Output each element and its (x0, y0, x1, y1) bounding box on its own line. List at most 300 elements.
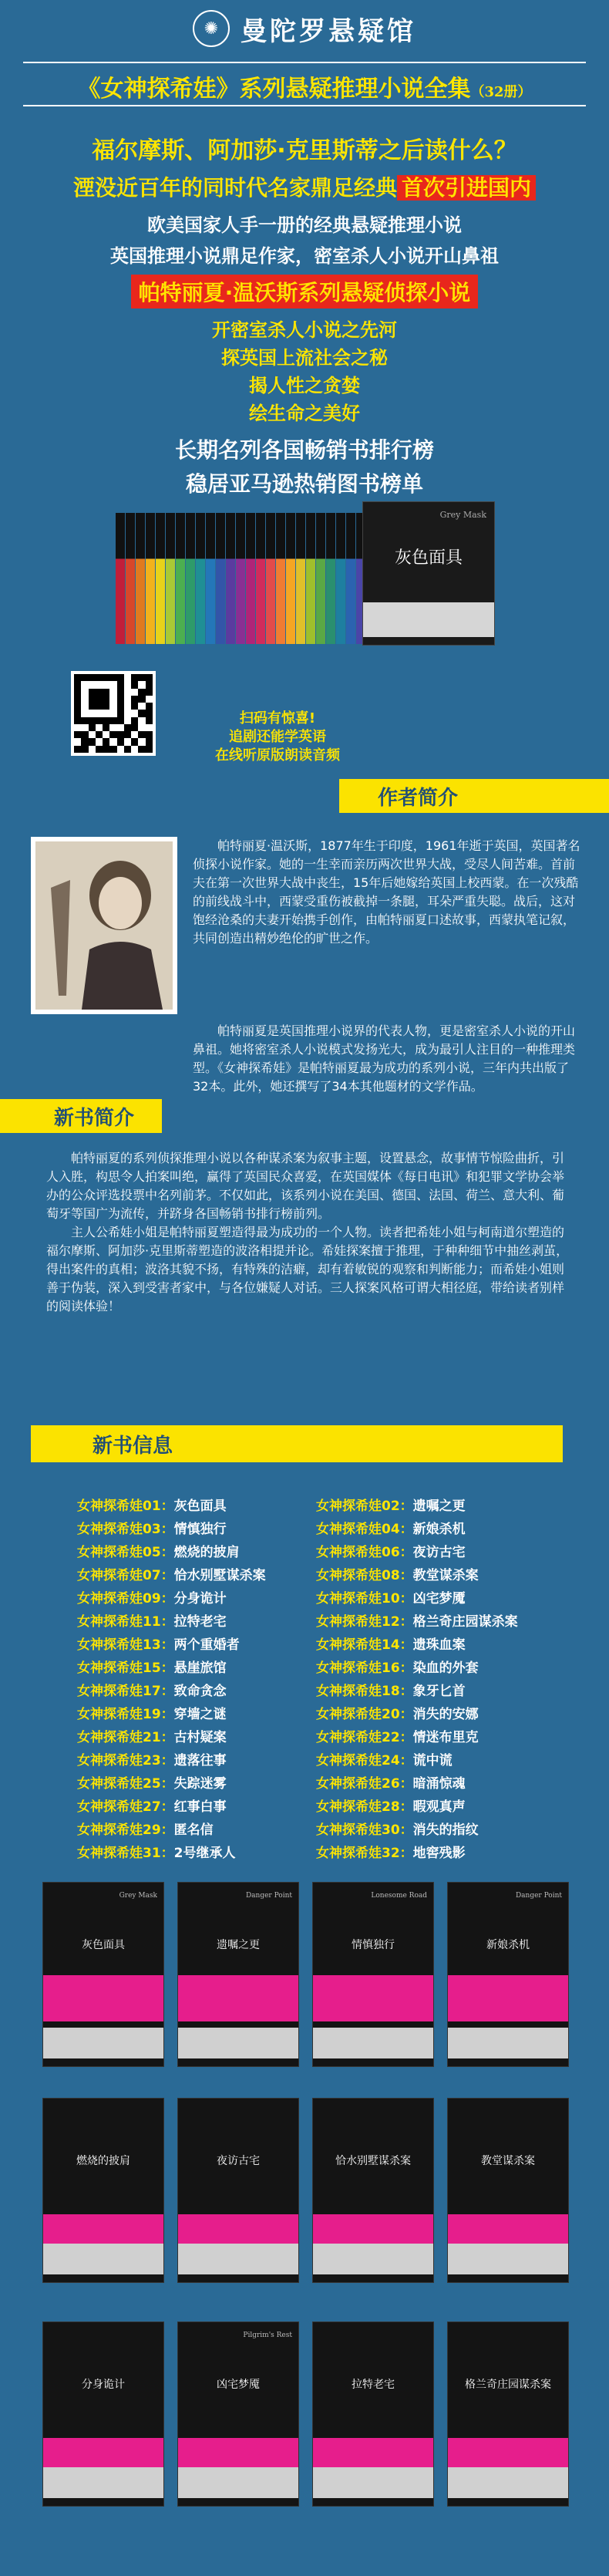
book-number: 女神探希娃22： (316, 1729, 413, 1745)
qr-module (74, 703, 81, 710)
qr-module (146, 689, 153, 696)
qr-module (124, 738, 131, 745)
qr-module (89, 717, 96, 724)
qr-module (89, 710, 96, 716)
intro-text (46, 1149, 570, 1316)
book-number: 女神探希娃16： (316, 1660, 413, 1676)
book-spine (236, 513, 245, 644)
book-cover-footer (43, 2244, 163, 2274)
qr-module (124, 689, 131, 696)
book-title: 古村疑案 (173, 1729, 227, 1745)
book-list-item[interactable] (77, 1495, 316, 1514)
book-title: 情慎独行 (173, 1521, 227, 1537)
qr-module (146, 703, 153, 710)
book-title: 灰色面具 (173, 1498, 227, 1514)
book-number: 女神探希娃12： (316, 1613, 413, 1630)
qr-module (74, 746, 81, 753)
qr-module (74, 681, 81, 688)
book-cover-band (313, 1975, 433, 2021)
book-cover-footer (448, 2467, 568, 2498)
book-cover-footer (313, 2244, 433, 2274)
qr-module (103, 746, 109, 753)
lead-line2 (0, 171, 609, 202)
qr-module (138, 696, 145, 703)
book-number: 女神探希娃25： (77, 1775, 174, 1792)
book-list-item[interactable] (316, 1495, 555, 1514)
series-title (0, 69, 609, 103)
qr-module (117, 689, 124, 696)
book-number: 女神探希娃05： (77, 1544, 174, 1560)
book-cover-title: 情慎独行 (352, 1939, 395, 1951)
book-list-item[interactable] (316, 1680, 555, 1699)
rank-line2: 稳居亚马逊热销图书榜单 (185, 471, 423, 497)
book-cover-footer (178, 2467, 298, 2498)
book-number: 女神探希娃26： (316, 1775, 413, 1792)
qr-module (74, 717, 81, 724)
book-list-row (77, 1793, 555, 1816)
book-spine (276, 513, 285, 644)
qr-module (74, 710, 81, 716)
qr-module (74, 674, 81, 681)
book-cover[interactable] (42, 2321, 164, 2507)
book-list-item[interactable] (316, 1518, 555, 1537)
book-list-item[interactable] (77, 1541, 316, 1560)
book-cover-title: 格兰奇庄园谋杀案 (465, 2379, 551, 2391)
book-list-item[interactable] (316, 1795, 555, 1815)
book-spine (116, 513, 125, 644)
book-list-row (77, 1562, 555, 1585)
book-cover-title: 夜访古宅 (217, 2155, 260, 2167)
book-list-item[interactable] (77, 1795, 316, 1815)
book-list-row (77, 1724, 555, 1747)
hero-cover (362, 501, 495, 646)
book-spine (286, 513, 295, 644)
book-title: 教堂谋杀案 (412, 1567, 479, 1583)
book-cover-footer (178, 2028, 298, 2058)
intro-para1: 帕特丽夏的系列侦探推理小说以各种谋杀案为叙事主题，设置悬念，故事情节惊险曲折，引人入胜，构思令人拍案叫绝，赢得了英国民众喜爱，在英国媒体《每日电讯》和犯罪文学协会举办的公众评选投票中名列前茅。不仅如此，该系列小说在美国、德国、法国、荷兰、意大利、葡萄牙等国广为流传，并跻身各国畅销书排行榜前列。 (46, 1151, 565, 1221)
book-number: 女神探希娃08： (316, 1567, 413, 1583)
qr-module (138, 724, 145, 731)
qr-module (131, 717, 138, 724)
book-number: 女神探希娃24： (316, 1752, 413, 1768)
qr-module (146, 717, 153, 724)
qr-module (138, 710, 145, 716)
author-portrait (31, 837, 177, 1014)
book-list-item[interactable] (77, 1657, 316, 1676)
qr-module (117, 696, 124, 703)
qr-caption (200, 710, 355, 765)
qr-module (117, 703, 124, 710)
qr-module (89, 674, 96, 681)
book-title: 遗珠血案 (412, 1637, 466, 1653)
book-title: 致命贪念 (173, 1683, 227, 1699)
qr-module (103, 724, 109, 731)
qr-module (131, 696, 138, 703)
book-spine (306, 513, 315, 644)
qr-module (138, 703, 145, 710)
qr-module (117, 731, 124, 738)
book-number: 女神探希娃15： (77, 1660, 174, 1676)
qr-module (124, 703, 131, 710)
qr-module (74, 689, 81, 696)
qr-module (89, 746, 96, 753)
qr-module (117, 724, 124, 731)
book-title: 燃烧的披肩 (173, 1544, 240, 1560)
qr-module (138, 674, 145, 681)
book-list-item[interactable] (77, 1749, 316, 1768)
book-number: 女神探希娃09： (77, 1590, 174, 1607)
qr-module (96, 746, 103, 753)
book-list-item[interactable] (316, 1842, 555, 1861)
book-spine (216, 513, 225, 644)
book-cover-title: 凶宅梦魇 (217, 2379, 260, 2391)
hero-cover-band (363, 602, 494, 637)
qr-module (103, 689, 109, 696)
book-cover[interactable] (447, 1882, 569, 2067)
book-cover-footer (43, 2028, 163, 2058)
intro-section-label: 新书简介 (0, 1099, 162, 1133)
qr-module (81, 746, 88, 753)
book-spine (316, 513, 325, 644)
books-section-label (31, 1425, 563, 1462)
qr-module (96, 717, 103, 724)
book-title: 新娘杀机 (412, 1521, 466, 1537)
qr-module (124, 681, 131, 688)
qr-module (146, 674, 153, 681)
qr-module (74, 738, 81, 745)
book-cover-title: 恰水别墅谋杀案 (335, 2155, 411, 2167)
lead-line3: 欧美国家人手一册的经典悬疑推理小说 (147, 214, 462, 236)
book-list-item[interactable] (77, 1587, 316, 1607)
qr-line3: 在线听原版朗读音频 (215, 747, 340, 764)
book-cover-title: 燃烧的披肩 (76, 2155, 130, 2167)
lead-line5 (0, 275, 609, 309)
qr-module (74, 731, 81, 738)
qr-module (124, 731, 131, 738)
book-number: 女神探希娃31： (77, 1845, 174, 1861)
qr-module (138, 746, 145, 753)
qr-module (138, 731, 145, 738)
qr-module (74, 696, 81, 703)
book-number: 女神探希娃10： (316, 1590, 413, 1607)
book-spine (136, 513, 145, 644)
qr-module (124, 717, 131, 724)
qr-module (81, 696, 88, 703)
qr-module (103, 717, 109, 724)
book-list-item[interactable] (77, 1610, 316, 1630)
book-cover[interactable] (177, 2321, 299, 2507)
book-list-item[interactable] (77, 1772, 316, 1792)
book-number: 女神探希娃27： (77, 1799, 174, 1815)
qr-module (81, 689, 88, 696)
qr-module (146, 738, 153, 745)
qr-module (124, 674, 131, 681)
book-list-item[interactable] (316, 1541, 555, 1560)
qr-module (103, 731, 109, 738)
book-title: 染血的外套 (412, 1660, 479, 1676)
lead-tags (0, 316, 609, 427)
qr-module (109, 703, 116, 710)
book-cover-band (178, 1975, 298, 2021)
book-list-item[interactable] (316, 1772, 555, 1792)
qr-module (146, 696, 153, 703)
book-cover-band (448, 1975, 568, 2021)
qr-module (138, 738, 145, 745)
qr-module (117, 746, 124, 753)
qr-module (124, 746, 131, 753)
qr-module (117, 710, 124, 716)
qr-module (89, 689, 96, 696)
qr-module (81, 710, 88, 716)
book-list-item[interactable] (316, 1634, 555, 1653)
book-list-item[interactable] (77, 1634, 316, 1653)
book-number: 女神探希娃11： (77, 1613, 174, 1630)
qr-line1: 扫码有惊喜! (239, 710, 316, 727)
qr-module (96, 703, 103, 710)
book-number: 女神探希娃32： (316, 1845, 413, 1861)
qr-module (103, 681, 109, 688)
book-cover-title: 新娘杀机 (486, 1939, 530, 1951)
book-cover-en: Lonesome Road (371, 1892, 427, 1900)
book-number: 女神探希娃29： (77, 1822, 174, 1838)
book-list-item[interactable] (77, 1842, 316, 1861)
lead-tag: 绘生命之美好 (249, 403, 360, 424)
book-cover-title: 灰色面具 (82, 1939, 125, 1951)
book-title: 遗嘱之更 (412, 1498, 466, 1514)
hero-cover-subtitle: Grey Mask (439, 510, 486, 520)
book-cover[interactable] (312, 1882, 434, 2067)
header-divider (23, 62, 586, 63)
book-title: 消失的安娜 (412, 1706, 479, 1722)
qr-module (131, 710, 138, 716)
book-title: 象牙匕首 (412, 1683, 466, 1699)
book-cover[interactable] (312, 2098, 434, 2283)
qr-module (96, 689, 103, 696)
book-list-item[interactable] (316, 1657, 555, 1676)
book-list-item[interactable] (316, 1610, 555, 1630)
qr-module (103, 738, 109, 745)
book-spine (326, 513, 335, 644)
lead-line2b: 首次引进国内 (397, 175, 536, 201)
book-title: 失踪迷雾 (173, 1775, 227, 1792)
book-spine (226, 513, 235, 644)
qr-module (117, 674, 124, 681)
rank-line1: 长期名列各国畅销书排行榜 (174, 437, 434, 463)
book-title: 遗落往事 (173, 1752, 227, 1768)
book-list-row (77, 1654, 555, 1677)
qr-module (131, 724, 138, 731)
qr-module (81, 681, 88, 688)
qr-module (117, 681, 124, 688)
qr-module (89, 731, 96, 738)
book-number: 女神探希娃14： (316, 1637, 413, 1653)
book-list-item[interactable] (316, 1564, 555, 1583)
qr-module (109, 746, 116, 753)
book-spine (296, 513, 305, 644)
book-cover[interactable] (177, 1882, 299, 2067)
book-cover-footer (448, 2244, 568, 2274)
book-spine (156, 513, 165, 644)
book-cover-title: 分身诡计 (82, 2379, 125, 2391)
qr-module (81, 717, 88, 724)
book-spine (346, 513, 355, 644)
qr-module (109, 724, 116, 731)
book-title: 2号继承人 (173, 1845, 236, 1861)
book-title: 地窖残影 (412, 1845, 466, 1861)
book-list (77, 1492, 555, 1863)
book-list-row (77, 1701, 555, 1724)
book-title: 情迷布里克 (412, 1729, 479, 1745)
author-bio (193, 837, 582, 948)
book-cover-title: 拉特老宅 (352, 2379, 395, 2391)
qr-module (124, 724, 131, 731)
qr-module (146, 724, 153, 731)
lead-line2a: 湮没近百年的同时代名家鼎足经典 (72, 175, 397, 201)
qr-module (146, 681, 153, 688)
qr-module (103, 696, 109, 703)
qr-module (96, 674, 103, 681)
book-list-item[interactable] (316, 1819, 555, 1838)
book-title: 红事白事 (173, 1799, 227, 1815)
qr-module (89, 738, 96, 745)
book-number: 女神探希娃06： (316, 1544, 413, 1560)
book-spine (166, 513, 175, 644)
qr-module (131, 674, 138, 681)
book-cover[interactable] (177, 2098, 299, 2283)
qr-module (117, 738, 124, 745)
book-number: 女神探希娃28： (316, 1799, 413, 1815)
book-number: 女神探希娃17： (77, 1683, 174, 1699)
book-title: 匿名信 (173, 1822, 214, 1838)
book-list-row (77, 1585, 555, 1608)
qr-module (131, 703, 138, 710)
lead-tag: 探英国上流社会之秘 (221, 347, 388, 369)
book-title: 悬崖旅馆 (173, 1660, 227, 1676)
qr-code-icon[interactable] (71, 671, 156, 756)
qr-module (81, 738, 88, 745)
book-title: 恰水别墅谋杀案 (173, 1567, 266, 1583)
book-list-row (77, 1539, 555, 1562)
book-title: 夜访古宅 (412, 1544, 466, 1560)
qr-module (124, 710, 131, 716)
book-cover[interactable] (447, 2098, 569, 2283)
qr-module (81, 703, 88, 710)
book-list-item[interactable] (77, 1819, 316, 1838)
book-number: 女神探希娃13： (77, 1637, 174, 1653)
qr-module (96, 681, 103, 688)
qr-module (117, 717, 124, 724)
book-list-item[interactable] (316, 1749, 555, 1768)
qr-module (138, 717, 145, 724)
qr-module (109, 689, 116, 696)
book-cover[interactable] (42, 2098, 164, 2283)
book-list-row (77, 1608, 555, 1631)
book-spine (186, 513, 195, 644)
book-title: 谎中谎 (412, 1752, 453, 1768)
book-spine (336, 513, 345, 644)
qr-module (109, 696, 116, 703)
qr-module (103, 674, 109, 681)
qr-module (146, 746, 153, 753)
qr-module (109, 710, 116, 716)
qr-module (109, 674, 116, 681)
qr-line2: 追剧还能学英语 (229, 729, 326, 745)
qr-module (103, 703, 109, 710)
book-title: 凶宅梦魇 (412, 1590, 466, 1607)
lead-tag: 开密室杀人小说之先河 (212, 319, 397, 341)
book-cover-title: 教堂谋杀案 (481, 2155, 535, 2167)
book-number: 女神探希娃18： (316, 1683, 413, 1699)
qr-module (109, 738, 116, 745)
book-list-row (77, 1839, 555, 1863)
book-list-item[interactable] (77, 1680, 316, 1699)
book-number: 女神探希娃23： (77, 1752, 174, 1768)
book-list-item[interactable] (316, 1703, 555, 1722)
book-list-item[interactable] (316, 1726, 555, 1745)
book-number: 女神探希娃20： (316, 1706, 413, 1722)
qr-module (81, 724, 88, 731)
qr-module (103, 710, 109, 716)
book-number: 女神探希娃02： (316, 1498, 413, 1514)
qr-module (131, 746, 138, 753)
book-cover-footer (313, 2467, 433, 2498)
book-list-row (77, 1631, 555, 1654)
qr-module (96, 724, 103, 731)
book-title: 暗涌惊魂 (412, 1775, 466, 1792)
lead-line4: 英国推理小说鼎足作家，密室杀人小说开山鼻祖 (110, 245, 499, 267)
book-list-item[interactable] (77, 1564, 316, 1583)
book-number: 女神探希娃04： (316, 1521, 413, 1537)
qr-module (109, 731, 116, 738)
qr-module (89, 724, 96, 731)
qr-module (74, 724, 81, 731)
book-number: 女神探希娃30： (316, 1822, 413, 1838)
book-list-item[interactable] (316, 1587, 555, 1607)
book-number: 女神探希娃01： (77, 1498, 174, 1514)
book-cover[interactable] (42, 1882, 164, 2067)
book-cover-en: Grey Mask (119, 1892, 157, 1900)
book-cover-band (43, 1975, 163, 2021)
book-list-row (77, 1747, 555, 1770)
book-list-item[interactable] (77, 1726, 316, 1745)
book-number: 女神探希娃19： (77, 1706, 174, 1722)
book-title: 消失的指纹 (412, 1822, 479, 1838)
qr-module (96, 738, 103, 745)
author-para1: 帕特丽夏·温沃斯，1877年生于印度，1961年逝于英国，英国著名侦探小说作家。她的一生幸而亲历两次世界大战，受尽人间苦难。首前夫在第一次世界大战中丧生，15年后她嫁给英国上校西蒙。在一次残酷的前线战斗中，西蒙受重伤被截掉一条腿，耳朵严重失聪。战后，这对饱经沧桑的夫妻开始携手创作，由帕特丽夏口述故事，西蒙执笔记叙，共同创造出精妙绝伦的旷世之作。 (193, 838, 580, 946)
author-para2: 帕特丽夏是英国推理小说界的代表人物，更是密室杀人小说的开山鼻祖。她将密室杀人小说模式发扬光大，成为最引人注目的一种推理类型。《女神探希娃》是帕特丽夏最为成功的系列小说，三年内共出版了32本。此外，她还撰写了34本其他题材的文学作品。 (193, 1023, 576, 1094)
qr-module (131, 738, 138, 745)
book-spine (176, 513, 185, 644)
qr-module (81, 731, 88, 738)
lead-tag: 揭人性之贪婪 (249, 375, 360, 396)
book-cover[interactable] (447, 2321, 569, 2507)
book-list-item[interactable] (77, 1518, 316, 1537)
book-cover-title: 遗嘱之更 (217, 1939, 260, 1951)
book-cover[interactable] (312, 2321, 434, 2507)
book-title: 暇观真声 (412, 1799, 466, 1815)
book-list-row (77, 1492, 555, 1516)
author-section-label: 作者简介 (339, 779, 609, 813)
hero-cover-title: 灰色面具 (394, 548, 463, 568)
book-list-item[interactable] (77, 1703, 316, 1722)
book-spine (206, 513, 215, 644)
book-spine (196, 513, 205, 644)
header (0, 0, 609, 57)
book-cover-footer (448, 2028, 568, 2058)
brand-title: 曼陀罗悬疑馆 (241, 15, 416, 47)
title-divider (23, 105, 586, 106)
book-cover-footer (178, 2244, 298, 2274)
